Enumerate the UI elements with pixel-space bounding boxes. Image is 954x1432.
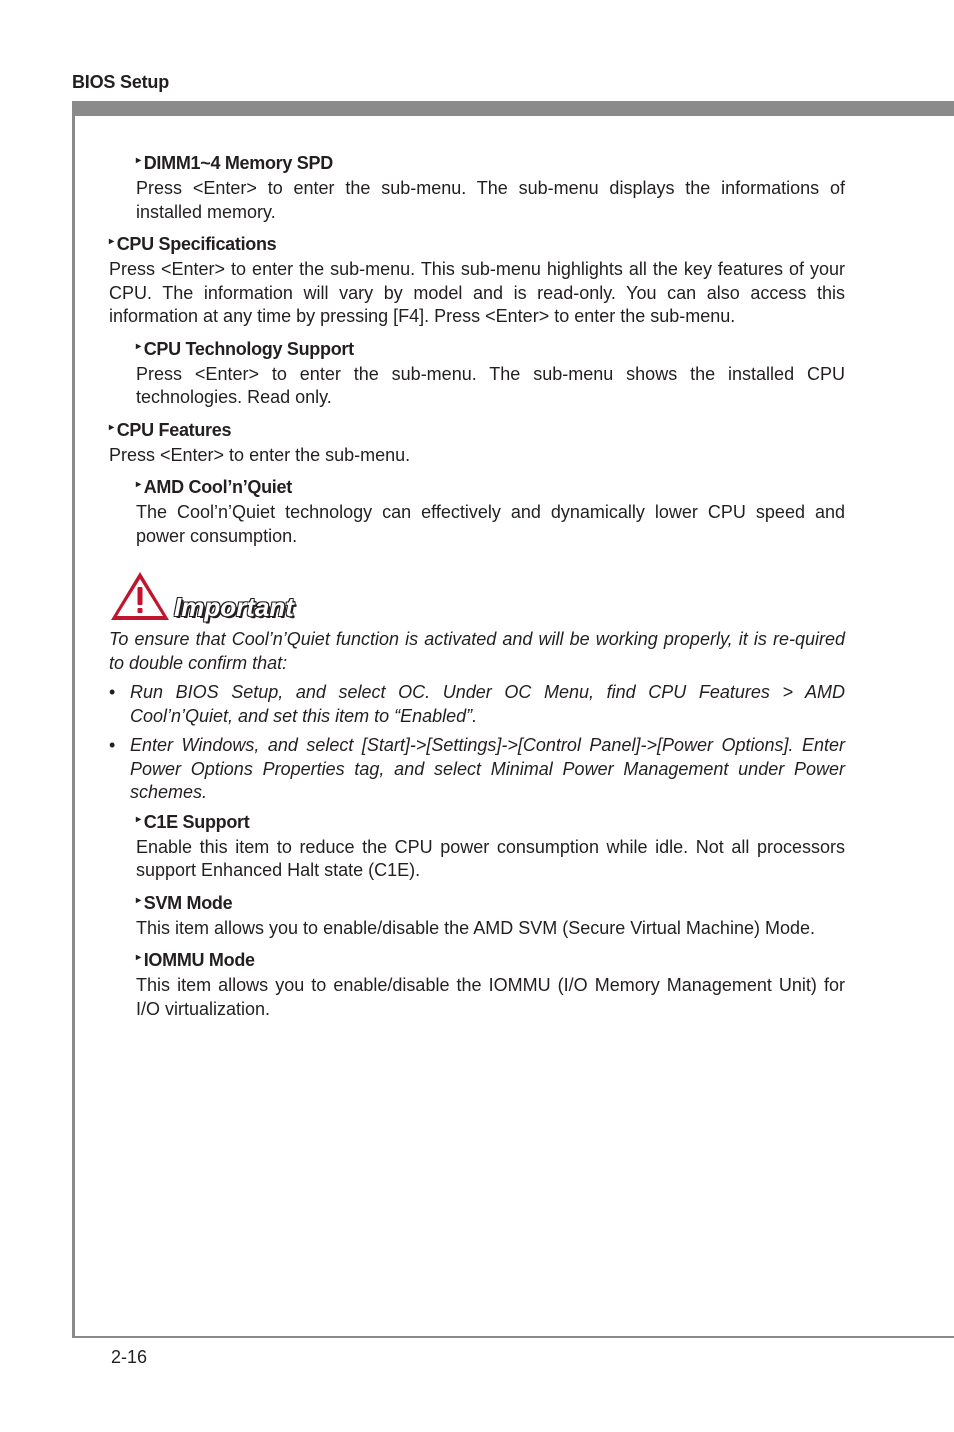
page-header-title: BIOS Setup: [72, 72, 170, 92]
section-body: Press <Enter> to enter the sub-menu. The sub-menu shows the installed CPU technologies. Read only.: [136, 363, 845, 407]
list-item: • Enter Windows, and select [Start]->[Settings]->[Control Panel]->[Power Options]. Enter Power Options Properties tag, and select Minimal Power Management under Power schemes.: [109, 735, 845, 802]
section-c1e-support: [136, 811, 845, 883]
header-bar: [72, 101, 954, 116]
section-heading: C1E Support: [143, 811, 250, 832]
bottom-rule: [72, 1336, 954, 1338]
list-item: • Run BIOS Setup, and select OC. Under OC Menu, find CPU Features > AMD Cool’n’Quiet, and set this item to “Enabled”.: [109, 682, 845, 726]
section-heading: AMD Cool’n’Quiet: [143, 477, 292, 497]
section-body: Press <Enter> to enter the sub-menu.: [109, 444, 411, 465]
arrow-icon: ▸: [136, 894, 141, 906]
section-body: This item allows you to enable/disable the AMD SVM (Secure Virtual Machine) Mode.: [136, 917, 815, 938]
important-bullets: [109, 681, 845, 805]
section-heading: DIMM1~4 Memory SPD: [143, 153, 333, 173]
arrow-icon: ▸: [136, 155, 141, 166]
arrow-icon: ▸: [136, 952, 141, 963]
important-title: Important: [174, 592, 294, 622]
left-rule: [72, 101, 75, 1337]
section-dimm-memory-spd: [136, 152, 845, 224]
section-body: This item allows you to enable/disable the IOMMU (I/O Memory Management Unit) for I/O virtualization.: [136, 975, 845, 1019]
section-cpu-technology-support: [136, 338, 845, 410]
arrow-icon: ▸: [109, 421, 114, 433]
section-cpu-specifications: [109, 233, 845, 329]
section-heading: CPU Technology Support: [143, 338, 354, 359]
section-svm-mode: [136, 892, 845, 941]
important-callout: [109, 570, 845, 624]
page-number: 2-16: [111, 1347, 148, 1367]
section-iommu-mode: [136, 949, 845, 1021]
arrow-icon: ▸: [136, 479, 141, 490]
section-body: Enable this item to reduce the CPU power consumption while idle. Not all processors support Enhanced Halt state (C1E).: [136, 836, 845, 880]
section-heading: CPU Features: [116, 419, 232, 440]
section-amd-cool-n-quiet: [136, 476, 845, 548]
section-heading: CPU Specifications: [116, 234, 277, 254]
section-heading: SVM Mode: [143, 892, 233, 913]
warning-triangle-icon: [109, 570, 171, 622]
arrow-icon: ▸: [136, 813, 141, 825]
section-cpu-features: [109, 419, 845, 468]
content: [109, 152, 845, 1021]
bullet-icon: •: [109, 682, 116, 702]
section-body: The Cool’n’Quiet technology can effectively and dynamically lower CPU speed and power consumption.: [136, 502, 845, 546]
arrow-icon: ▸: [136, 340, 141, 352]
section-body: Press <Enter> to enter the sub-menu. The sub-menu displays the informations of installed memory.: [136, 178, 845, 222]
section-body: Press <Enter> to enter the sub-menu. This sub-menu highlights all the key features of your CPU. The information will vary by model and is read-only. You can also access this information at any time by pressing [F4]. Press <Enter> to enter the sub-menu.: [109, 259, 845, 326]
section-heading: IOMMU Mode: [143, 950, 255, 970]
bullet-icon: •: [109, 735, 116, 755]
important-intro: To ensure that Cool’n’Quiet function is activated and will be working properly, it is re-quired to double confirm that:: [109, 629, 845, 673]
arrow-icon: ▸: [109, 236, 114, 247]
